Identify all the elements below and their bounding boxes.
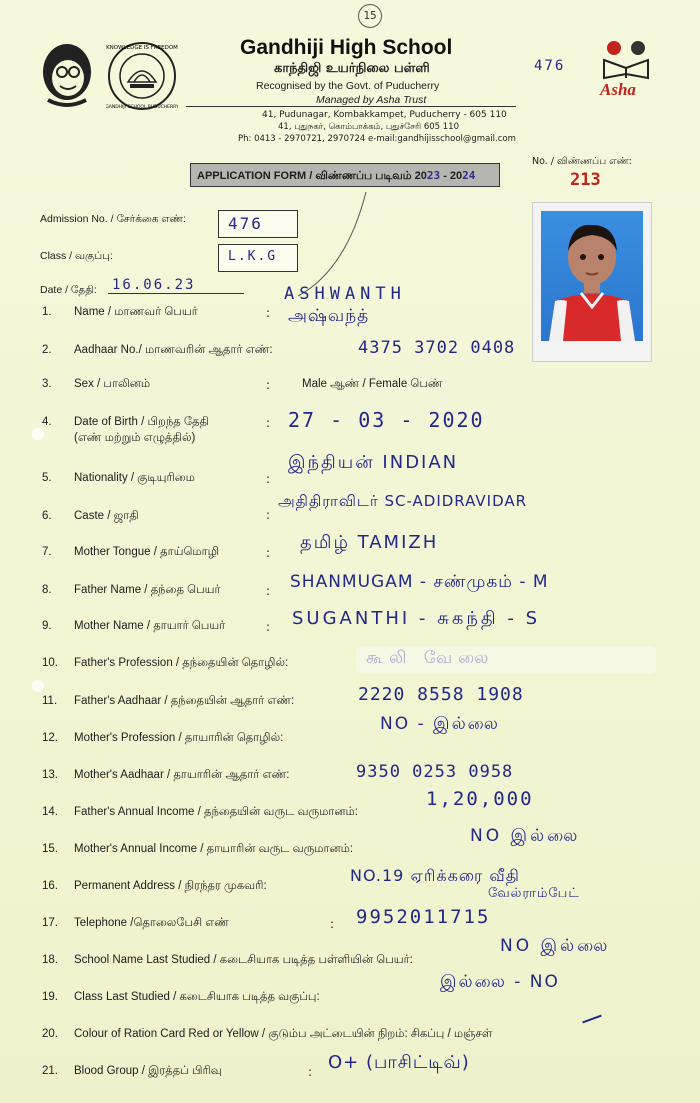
punch-hole-2 <box>32 680 44 692</box>
field-21-label: Blood Group / இரத்தப் பிரிவு <box>74 1065 222 1077</box>
field-14-value: 1,20,000 <box>426 788 534 810</box>
field-11-number: 11. <box>42 695 58 707</box>
school-name: Gandhiji High School <box>240 36 453 59</box>
field-5-colon: : <box>266 472 271 486</box>
field-8-number: 8. <box>42 584 52 596</box>
form-year-hw-1: 23 <box>426 169 441 182</box>
field-3-label: Sex / பாலினம் <box>74 378 151 390</box>
field-5-value: இந்தியன் INDIAN <box>288 452 459 473</box>
field-18-number: 18. <box>42 954 58 966</box>
punch-hole-1 <box>32 428 44 440</box>
field-13-label: Mother's Aadhaar / தாயாரின் ஆதார் எண்: <box>74 769 290 781</box>
field-9-value: SUGANTHI - சுகந்தி - S <box>292 608 541 629</box>
ration-card-tick-mark <box>582 1015 601 1024</box>
recognition-text: Recognised by the Govt. of Puducherry <box>256 80 440 92</box>
class-value: L.K.G <box>228 249 278 264</box>
field-9-number: 9. <box>42 620 52 632</box>
date-label: Date / தேதி: <box>40 284 97 296</box>
form-year-sep: - 20 <box>440 170 463 182</box>
field-7-label: Mother Tongue / தாய்மொழி <box>74 546 219 558</box>
svg-text:GANDHIJI SCHOOL PUDUCHERRY: GANDHIJI SCHOOL PUDUCHERRY <box>106 105 178 110</box>
field-17-value: 9952011715 <box>356 906 491 928</box>
field-1-label: Name / மாணவர் பெயர் <box>74 306 198 318</box>
field-9-label: Mother Name / தாயார் பெயர் <box>74 620 226 632</box>
field-12-number: 12. <box>42 732 58 744</box>
form-title-text: APPLICATION FORM / விண்ணப்ப படிவம் 20 <box>197 170 427 182</box>
field-11-label: Father's Aadhaar / தந்தையின் ஆதார் எண்: <box>74 695 295 707</box>
contact-line: Ph: 0413 - 2970721, 2970724 e-mail:gandhijisschool@gmail.com <box>238 134 516 144</box>
field-6-label: Caste / ஜாதி <box>74 510 139 522</box>
field-11-value: 2220 8558 1908 <box>358 684 524 705</box>
asha-logo-text: Asha <box>600 80 636 99</box>
field-21-number: 21. <box>42 1065 58 1077</box>
field-6-value: அதிதிராவிடர் SC-ADIDRAVIDAR <box>278 492 528 510</box>
field-9-colon: : <box>266 620 271 634</box>
field-2-number: 2. <box>42 344 52 356</box>
field-12-value: NO - இல்லை <box>380 714 500 734</box>
field-5-label: Nationality / குடியுரிமை <box>74 472 195 484</box>
field-19-number: 19. <box>42 991 58 1003</box>
form-number: 213 <box>570 170 601 190</box>
address-line-1: 41, Pudunagar, Kombakkampet, Puducherry - 605 110 <box>262 110 507 120</box>
field-16-value: NO.19 ஏரிக்கரை வீதி <box>350 866 520 885</box>
field-4-label: Date of Birth / பிறந்த தேதி <box>74 416 209 428</box>
field-7-value: தமிழ் TAMIZH <box>300 532 439 553</box>
field-10-whiteout <box>356 646 656 674</box>
field-3-value: Male ஆண் / Female பெண் <box>302 378 443 390</box>
field-12-label: Mother's Profession / தாயாரின் தொழில்: <box>74 732 284 744</box>
field-4-number: 4. <box>42 416 52 428</box>
field-10-label: Father's Profession / தந்தையின் தொழில்: <box>74 657 289 669</box>
field-4-colon: : <box>266 416 271 430</box>
admission-value: 476 <box>228 214 263 233</box>
field-6-colon: : <box>266 508 271 522</box>
managed-by-text: Managed by Asha Trust <box>316 94 427 106</box>
field-16-value-2: வேல்ராம்பேட் <box>488 886 580 901</box>
field-1-colon: : <box>266 306 271 320</box>
field-18-label: School Name Last Studied / கடைசியாக படித்த பள்ளியின் பெயர்: <box>74 954 413 966</box>
field-3-number: 3. <box>42 378 52 390</box>
field-20-number: 20. <box>42 1028 58 1040</box>
field-21-value: O+ (பாசிட்டிவ்) <box>328 1052 470 1073</box>
field-16-label: Permanent Address / நிரந்தர முகவரி: <box>74 880 267 892</box>
field-21-colon: : <box>308 1065 313 1079</box>
field-15-value: NO இல்லை <box>470 826 581 846</box>
field-14-label: Father's Annual Income / தந்தையின் வருட வருமானம்: <box>74 806 358 818</box>
field-17-colon: : <box>330 917 335 931</box>
admission-label: Admission No. / சேர்க்கை எண்: <box>40 213 186 225</box>
field-17-label: Telephone /தொலைபேசி எண் <box>74 917 229 929</box>
field-13-value: 9350 0253 0958 <box>356 762 514 782</box>
date-underline <box>108 293 244 294</box>
gandhi-portrait-logo <box>38 40 96 112</box>
school-name-tamil: காந்திஜி உயர்நிலை பள்ளி <box>274 61 430 76</box>
field-17-number: 17. <box>42 917 58 929</box>
field-7-number: 7. <box>42 546 52 558</box>
handwritten-number-top: 476 <box>534 58 566 74</box>
student-photo <box>532 202 652 362</box>
asha-logo <box>598 38 658 100</box>
date-value: 16.06.23 <box>112 277 196 293</box>
field-20-label: Colour of Ration Card Red or Yellow / குடும்ப அட்டையின் நிறம்: சிகப்பு / மஞ்சள் <box>74 1028 493 1040</box>
field-16-number: 16. <box>42 880 58 892</box>
class-label: Class / வகுப்பு: <box>40 250 113 262</box>
field-8-colon: : <box>266 584 271 598</box>
field-4-value: 27 - 03 - 2020 <box>288 408 485 432</box>
field-2-label: Aadhaar No./ மாணவரின் ஆதார் எண்: <box>74 344 273 356</box>
field-8-label: Father Name / தந்தை பெயர் <box>74 584 221 596</box>
field-5-number: 5. <box>42 472 52 484</box>
field-1-value: ASHWANTH <box>284 284 406 304</box>
field-1-value-tamil: அஷ்வந்த் <box>288 306 370 326</box>
field-8-value: SHANMUGAM - சண்முகம் - M <box>290 572 549 592</box>
field-1-number: 1. <box>42 306 52 318</box>
field-19-value: இல்லை - NO <box>440 972 560 992</box>
address-line-2: 41, புதுநகர், கொம்பாக்கம், புதுச்சேரி 605 110 <box>278 122 459 132</box>
form-number-label: No. / விண்ணப்ப எண்: <box>532 156 632 167</box>
field-3-colon: : <box>266 378 271 392</box>
field-10-number: 10. <box>42 657 58 669</box>
field-14-number: 14. <box>42 806 58 818</box>
page-mark: 15 <box>358 4 382 28</box>
header-divider <box>186 106 516 107</box>
student-photo-image <box>541 211 643 341</box>
school-seal-logo <box>106 40 178 116</box>
field-15-label: Mother's Annual Income / தாயாரின் வருட வருமானம்: <box>74 843 354 855</box>
svg-text:KNOWLEDGE IS FREEDOM: KNOWLEDGE IS FREEDOM <box>106 45 178 51</box>
field-7-colon: : <box>266 546 271 560</box>
field-2-value: 4375 3702 0408 <box>358 338 516 358</box>
field-18-value: NO இல்லை <box>500 936 611 956</box>
field-6-number: 6. <box>42 510 52 522</box>
form-year-hw-2: 24 <box>462 169 476 182</box>
application-form-title <box>190 163 500 187</box>
field-19-label: Class Last Studied / கடைசியாக படித்த வகுப்பு: <box>74 991 320 1003</box>
field-4-label-2: (எண் மற்றும் எழுத்தில்) <box>74 432 196 444</box>
field-15-number: 15. <box>42 843 58 855</box>
field-13-number: 13. <box>42 769 58 781</box>
